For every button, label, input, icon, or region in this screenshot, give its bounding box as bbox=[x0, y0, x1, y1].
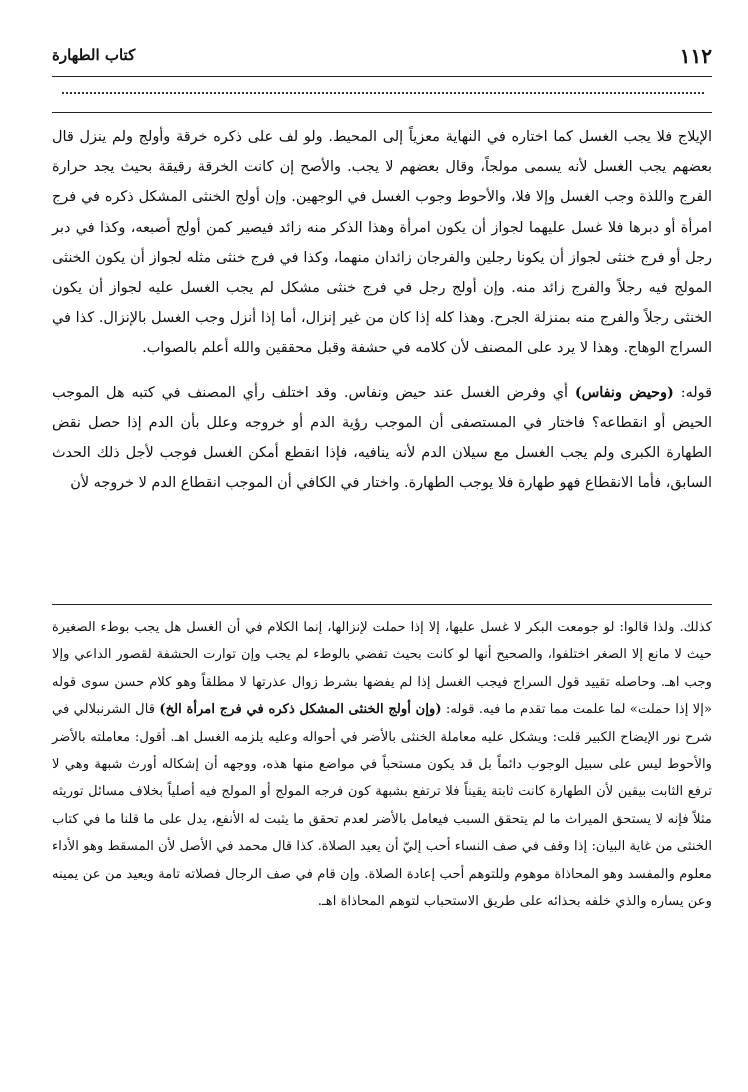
quoted-lemma: (وحيض ونفاس) bbox=[574, 383, 674, 401]
main-paragraph bbox=[52, 378, 712, 499]
main-paragraph: الإيلاج فلا يجب الغسل كما اختاره في النهاية معزياً إلى المحيط. ولو لف على ذكره خرقة وأولج ولم ينزل قال بعضهم يجب الغسل لأنه يسمى مولجاً، وقال بعضهم لا يجب. والأصح إن كانت الخرقة رقيقة بحيث يجد حرارة الفرج واللذة وجب الغسل وإلا فلا، والأحوط وجوب الغسل في الوجهين. وإن أولج الخنثى المشكل ذكره في فرج امرأة أو دبرها فلا غسل عليهما لجواز أن يكون امرأة وهذا الذكر منه زائد فيصير كمن أولج أصبعه، وكذا في دبر رجل أو فرج خنثى لجواز أن يكونا رجلين والفرجان زائدان منهما، وكذا في فرج خنثى مثله لجواز أن يكون الخنثى المولج فيه رجلاً والفرج زائد منه. وإن أولج رجل في فرج خنثى مشكل لم يجب الغسل عليه لجواز أن يكون الخنثى رجلاً والفرج منه بمنزلة الجرح. وهذا كله إذا كان من غير إنزال، أما إذا أنزل وجب الغسل بالإنزال. كذا في السراج الوهاج. وهذا لا يرد على المصنف لأن كلامه في حشفة وقبل محققين والله أعلم بالصواب. bbox=[52, 129, 712, 357]
text-top-rule bbox=[52, 112, 712, 113]
footnote-text bbox=[52, 614, 712, 915]
paragraph-lead: قوله: bbox=[673, 384, 712, 401]
quoted-lemma: (وإن أولج الخنثى المشكل ذكره في فرج امرأة الخ) bbox=[159, 702, 442, 718]
footnote-body: قال الشرنبلالي في شرح نور الإيضاح الكبير قلت: ويشكل عليه معاملة الخنثى بالأضر في أحواله وعليه يلزمه الغسل اهـ. أقول: معاملته بالأضر والأحوط ليس على سبيل الوجوب دائماً بل قد يكون مستحباً في مواضع منها هذه، ووجهه أن إشكاله أورث شبهة وهي لا ترفع الثابت بيقين لأن الطهارة كانت ثابتة يقيناً فلا ترتفع بشبهة كون فرجه المولج أو المولج فيه أصلياً بخلاف مسائل توريثه مثلاً فإنه لا يستحق الميراث ما لم يتحقق السبب فيعامل بالأضر لعدم تحقق ما يثبت له الأنفع، يدل على ما قلنا ما في كتاب الخنثى من غاية البيان: إذا وقف في صف النساء أحب إليّ أن يعيد الصلاة. كذا قال محمد في الأصل لأن المسقط وهو الأداء معلوم والمفسد وهو المحاذاة موهوم وللتوهم أحب إعادة الصلاة. وإن قام في صف الرجال فصلاته تامة ويعيد من عن يمينه وعن يساره والذي خلفه بحذائه على طريق الاستحباب لتوهم المحاذاة اهـ. bbox=[52, 702, 712, 910]
paragraph-body: أي وفرض الغسل عند حيض ونفاس. وقد اختلف رأي المصنف في كتبه هل الموجب الحيض أو انقطاعه؟ فاختار في المستصفى أن الموجب رؤية الدم أو خروجه وعلل بأن الدم إذا حصل نقض الطهارة الكبرى ولم يجب الغسل مع سيلان الدم لأنه ينافيه، فإذا انقطع أمكن الغسل فوجب لأجل ذلك الحدث السابق، فأما الانقطاع فهو طهارة فلا يوجب الطهارة. واختار في الكافي أن الموجب انقطاع الدم لا خروجه لأن bbox=[52, 384, 712, 492]
page-header bbox=[52, 44, 712, 74]
main-text bbox=[52, 122, 712, 498]
book-title: كتاب الطهارة bbox=[52, 46, 136, 64]
dotted-line bbox=[62, 92, 704, 94]
page-number: ١١٢ bbox=[679, 44, 712, 68]
footnote-divider bbox=[52, 604, 712, 605]
footnote-paragraph bbox=[52, 614, 712, 915]
header-rule bbox=[52, 76, 712, 77]
footnote-body: كذلك. ولذا قالوا: لو جومعت البكر لا غسل عليها، إلا إذا حملت لإنزالها، إنما الكلام في أن الغسل هل يجب بوطء الصغيرة حيث لا مانع إلا الصغر اختلفوا، والصحيح أنها لو كانت بحيث تفضي بالوطء لم يجب وإن توارت الحشفة لقصور الداعي وإلا وجب اهـ. وحاصله تقييد قول السراج فيجب الغسل إذا لم يفضها بشرط زوال عذرتها لا مطلقاً وهو كلام حسن سوى قوله «إلا إذا حملت» لما علمت مما تقدم ما فيه. قوله: bbox=[52, 620, 712, 718]
